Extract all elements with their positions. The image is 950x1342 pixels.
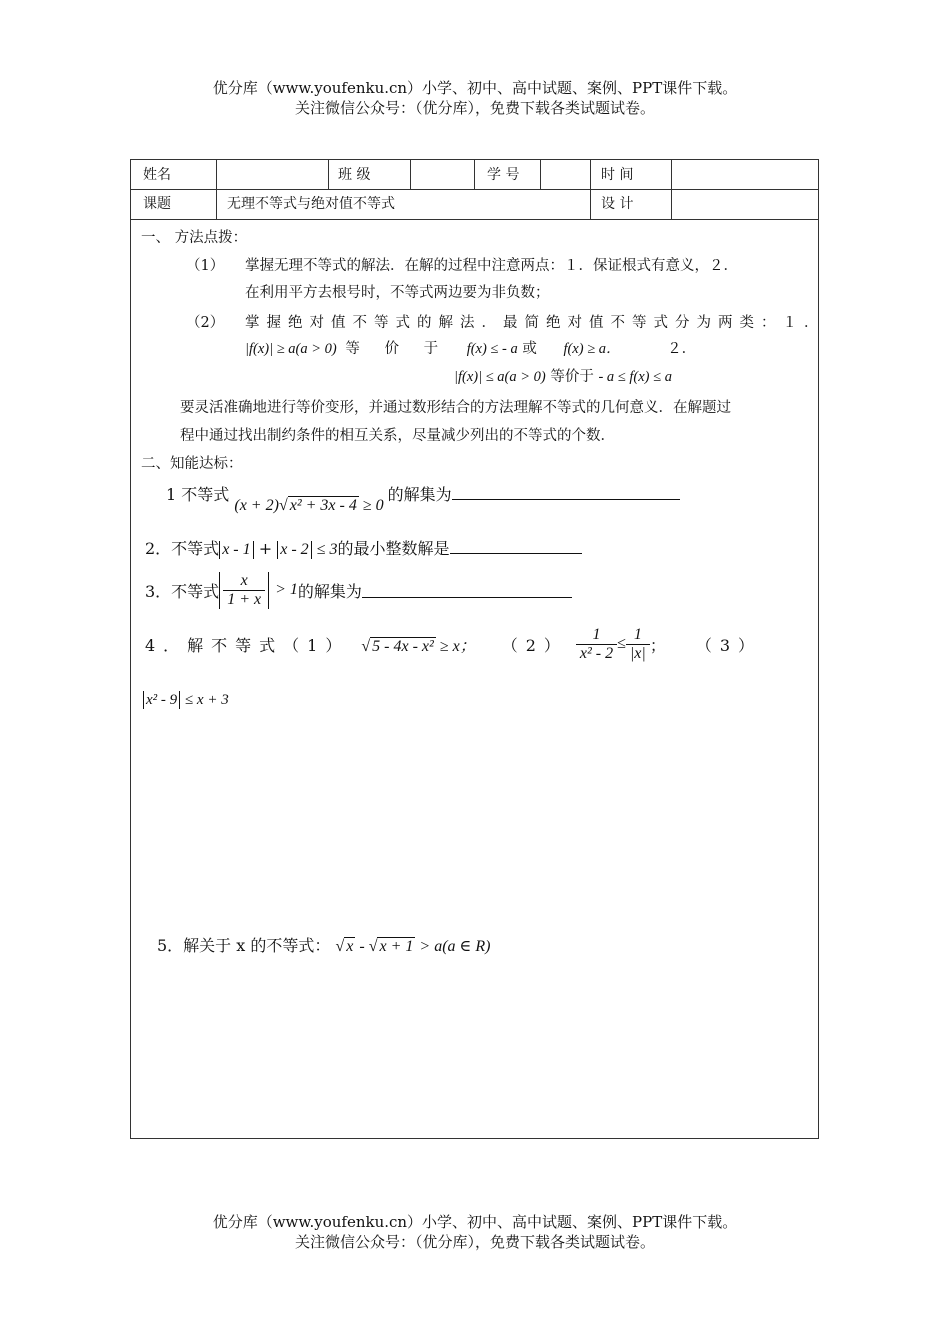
col-divider [474,160,475,189]
question-1 [166,482,680,514]
header-line-1: 优分库（www.youfenku.cn）小学、初中、高中试题、案例、PPT课件下载。 [212,79,738,97]
q5-expression [335,938,490,955]
page-header [0,78,950,118]
question-3 [145,568,572,612]
q4-fraction-2 [626,626,650,663]
topic-label: 课题 [143,196,171,212]
q4-denominator-2: |x| [626,644,650,663]
q1-suffix: 的解集为 [387,485,452,504]
class-field[interactable] [410,160,474,189]
q4-part1 [361,633,475,656]
header-line-2: 关注微信公众号：（优分库），免费下载各类试题试卷。 [294,99,655,117]
q1-prefix: 1 不等式 [166,485,230,504]
q4-radicand: 5 - 4x - x² [372,637,434,655]
p1-line2: 在利用平方去根号时，不等式两边要为非负数； [245,285,550,301]
q3-fraction [223,572,265,609]
q4-numerator-1: 1 [592,625,601,643]
q3-suffix: 的解集为 [297,581,362,601]
class-label: 班 级 [338,167,371,183]
equivalent-label: 等 价 于 [345,341,449,357]
q1-ge-zero: ≥ 0 [362,497,384,514]
p2-line1: 掌握绝对值不等式的解法．最简绝对值不等式分为两类：１． [245,315,826,331]
q4-part2-label: （2） [501,635,568,655]
name-label: 姓名 [143,167,171,183]
footer-line-2: 关注微信公众号：（优分库），免费下载各类试题试卷。 [294,1233,655,1251]
student-id-label: 学 号 [487,167,520,183]
question-5 [157,933,490,956]
abs-x-minus-1: x - 1 [219,541,253,559]
q2-answer-blank[interactable] [450,539,582,554]
f-le-neg-a: f(x) ≤ - a [466,341,518,357]
q4-semicolon: ； [649,635,666,655]
q3-denominator: 1 + x [227,590,262,608]
q4-ge-x: ≥ x； [439,637,476,655]
item-two: ２． [667,341,697,357]
q4-le: ≤ [617,635,626,652]
q1-radicand: x² + 3x - 4 [289,497,357,514]
row-divider-2 [131,219,818,220]
section1-title: 一、 方法点拨： [141,230,248,246]
p2-line3 [454,365,672,386]
equivalent-to-label: 等价于 [550,369,594,385]
q2-suffix: 的最小整数解是 [337,539,450,558]
q4-le-x-plus-3: ≤ x + 3 [184,692,229,708]
q1-answer-blank[interactable] [452,485,680,500]
col-divider [590,160,591,219]
q5-minus: - [359,938,365,955]
q3-numerator: x [223,572,265,591]
q5-prefix: 5．解关于 x 的不等式： [157,936,331,955]
abs-x-minus-2: x - 2 [277,541,311,559]
sqrt-sign: √ x [335,938,354,955]
abs-f-le-a: |f(x)| ≤ a(a > 0) [454,369,546,385]
col-divider [328,160,329,189]
topic-value: 无理不等式与绝对值不等式 [227,196,395,212]
q2-prefix: 2．不等式 [145,539,220,558]
p3-line2: 程中通过找出制约条件的相互关系，尽量减少列出的不等式的个数． [180,428,615,444]
neg-a-le-f-le-a: - a ≤ f(x) ≤ a [598,369,672,385]
q5-radicand-1: x [346,938,354,955]
q5-radicand-2: x + 1 [379,938,414,955]
q4-denominator-1: x² - 2 [576,644,617,663]
f-ge-a: f(x) ≥ a． [563,341,621,357]
q4-fraction-1 [576,626,617,663]
sqrt-sign: √ x + 1 [368,938,414,955]
abs-f-ge-a: |f(x)| ≥ a(a > 0) [245,341,337,357]
name-field[interactable] [216,160,328,189]
p2-number: （2） [186,315,225,331]
q3-gt-1: > 1 [275,581,298,598]
design-field[interactable] [671,189,819,218]
p2-line2 [245,337,696,358]
sqrt-sign: √ 5 - 4x - x² [361,637,434,655]
p1-number: （1） [186,258,225,274]
p1-line1: 掌握无理不等式的解法．在解的过程中注意两点：１．保证根式有意义，２． [245,258,738,274]
q5-gt-a: > a(a ∈ R) [419,938,491,955]
q3-abs-fraction [219,572,269,609]
q4-part3-label: （3） [695,635,763,655]
q2-le-3: ≤ 3 [316,541,338,558]
page-footer [0,1212,950,1252]
q3-answer-blank[interactable] [362,583,572,598]
section2-title: 二、知能达标： [141,456,243,472]
q3-prefix: 3．不等式 [145,581,220,601]
q4-numerator-2: 1 [633,625,642,643]
abs-x2-minus-9: x² - 9 [143,691,180,709]
q1-factor: (x + 2) [234,497,279,514]
q4-prefix: 4．解不等式（1） [145,635,350,655]
or-label: 或 [522,341,537,357]
student-id-field[interactable] [540,160,590,189]
question-4 [145,622,762,666]
question-2 [145,536,582,559]
q1-expression [234,497,387,514]
time-field[interactable] [671,160,819,189]
design-label: 设 计 [601,196,634,212]
sqrt-sign: √ x² + 3x - 4 [278,497,357,514]
q4-part3 [143,690,229,709]
time-label: 时 间 [601,167,634,183]
footer-line-1: 优分库（www.youfenku.cn）小学、初中、高中试题、案例、PPT课件下载。 [212,1213,738,1231]
p3-line1: 要灵活准确地进行等价变形，并通过数形结合的方法理解不等式的几何意义．在解题过 [180,400,731,416]
plus-sign: + [258,539,273,558]
